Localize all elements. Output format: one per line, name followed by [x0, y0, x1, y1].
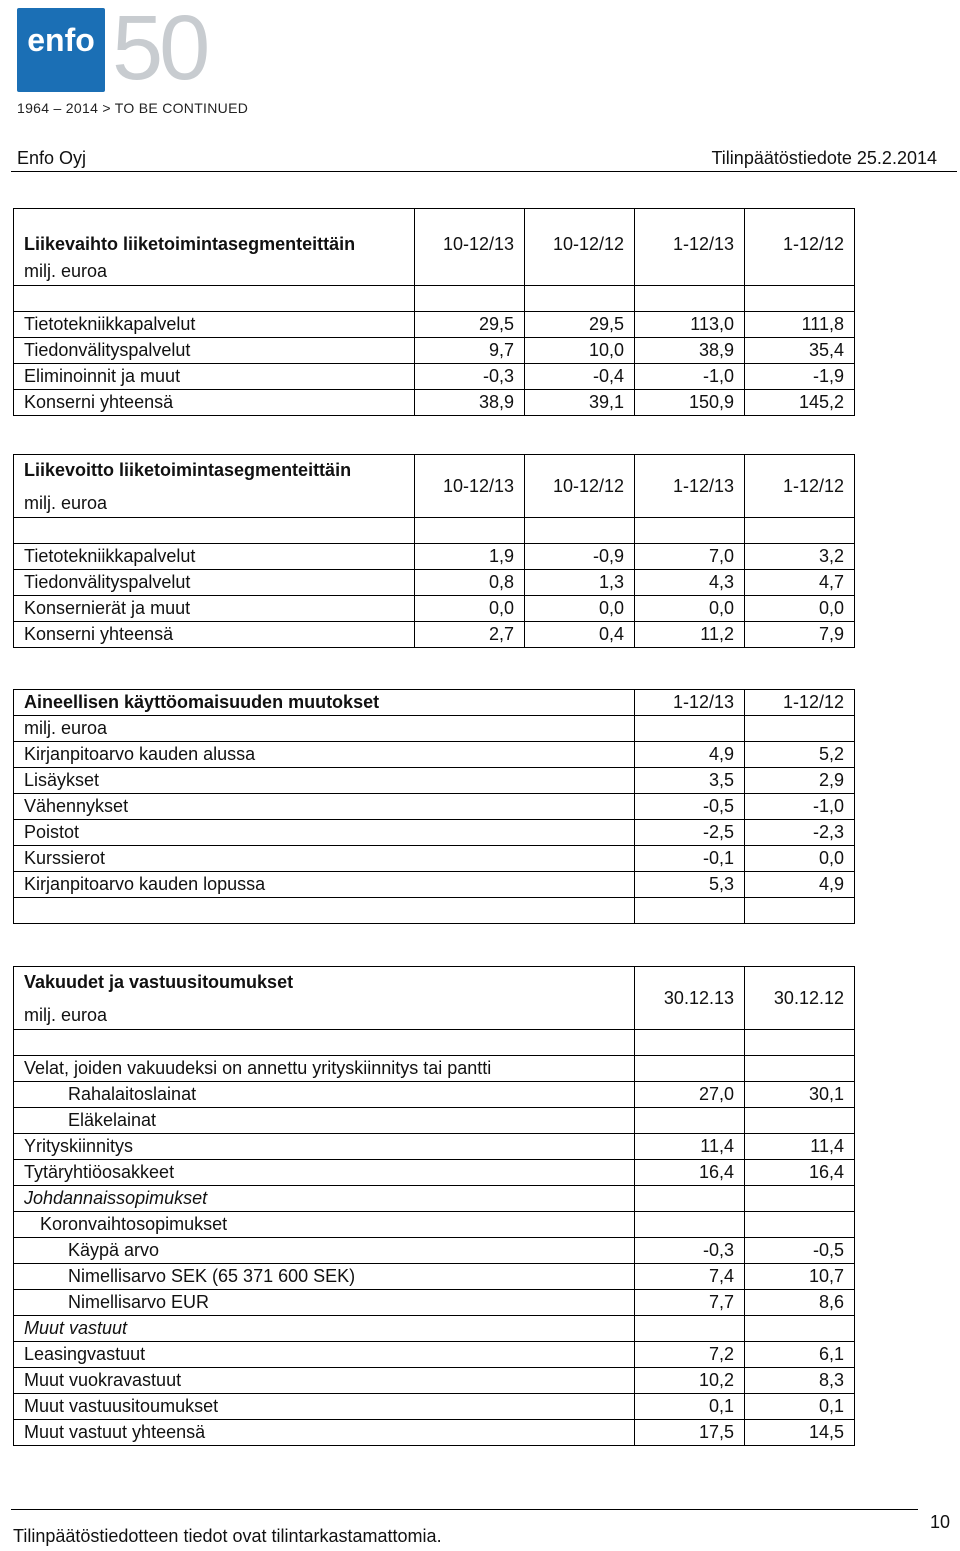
cell-value: 145,2: [745, 390, 855, 416]
cell-value: [635, 1316, 745, 1342]
cell-value: [635, 1186, 745, 1212]
row-label: Muut vastuut: [14, 1316, 635, 1342]
cell-value: 29,5: [415, 312, 525, 338]
cell-value: 7,9: [745, 622, 855, 648]
cell-value: 38,9: [635, 338, 745, 364]
cell-value: 17,5: [635, 1420, 745, 1446]
cell-value: 3,2: [745, 544, 855, 570]
footer-divider: [11, 1509, 918, 1510]
cell-value: 8,3: [745, 1368, 855, 1394]
cell-value: -1,9: [745, 364, 855, 390]
row-label: Muut vastuusitoumukset: [14, 1394, 635, 1420]
table-row: [14, 1160, 855, 1186]
table-title-cell: [14, 967, 635, 1030]
row-label: Eliminoinnit ja muut: [14, 364, 415, 390]
cell-value: 10,0: [525, 338, 635, 364]
cell-value: -1,0: [635, 364, 745, 390]
cell-value: 27,0: [635, 1082, 745, 1108]
operating-profit-by-segment-table: [13, 454, 855, 648]
unit-row: [14, 716, 855, 742]
row-label: Konserni yhteensä: [14, 390, 415, 416]
table-row: [14, 1316, 855, 1342]
cell-value: 5,2: [745, 742, 855, 768]
column-header: 1-12/13: [635, 455, 745, 518]
cell-value: 0,0: [415, 596, 525, 622]
cell-value: -0,1: [635, 846, 745, 872]
row-label: Lisäykset: [14, 768, 635, 794]
collateral-and-commitments-table: [13, 966, 855, 1446]
table-row: [14, 1342, 855, 1368]
row-label: Velat, joiden vakuudeksi on annettu yrityskiinnitys tai pantti: [14, 1056, 635, 1082]
table-row: [14, 312, 855, 338]
cell-value: 2,7: [415, 622, 525, 648]
table-title: Vakuudet ja vastuusitoumukset: [24, 972, 294, 992]
row-label: Rahalaitoslainat: [14, 1082, 635, 1108]
table-row: [14, 846, 855, 872]
table-row: [14, 872, 855, 898]
cell-value: 10,7: [745, 1264, 855, 1290]
cell-value: 11,4: [635, 1134, 745, 1160]
row-label: Tietotekniikkapalvelut: [14, 544, 415, 570]
column-header: 1-12/12: [745, 690, 855, 716]
revenue-by-segment-table: [13, 208, 855, 416]
cell-value: 1,9: [415, 544, 525, 570]
cell-value: 4,9: [745, 872, 855, 898]
logo-tagline: 1964 – 2014 > TO BE CONTINUED: [17, 100, 249, 116]
column-header: 1-12/12: [745, 209, 855, 286]
row-label: Leasingvastuut: [14, 1342, 635, 1368]
cell-value: 9,7: [415, 338, 525, 364]
cell-value: [745, 1316, 855, 1342]
table-unit: milj. euroa: [24, 493, 108, 513]
table-unit: milj. euroa: [14, 716, 635, 742]
tangible-assets-changes-table: [13, 689, 855, 924]
logo-text: enfo: [27, 22, 95, 58]
header-divider: [11, 171, 957, 172]
table-row: [14, 1212, 855, 1238]
table-title-cell: [14, 455, 415, 518]
row-label: Käypä arvo: [14, 1238, 635, 1264]
column-header: 1-12/13: [635, 690, 745, 716]
row-label: Vähennykset: [14, 794, 635, 820]
table-unit: milj. euroa: [24, 261, 108, 281]
row-label: Nimellisarvo EUR: [14, 1290, 635, 1316]
table-row: [14, 742, 855, 768]
document-title: Tilinpäätöstiedote 25.2.2014: [711, 148, 937, 168]
row-label: Kurssierot: [14, 846, 635, 872]
table-title: Liikevoitto liiketoimintasegmenteittäin: [24, 460, 352, 480]
cell-value: 7,0: [635, 544, 745, 570]
column-header: 10-12/12: [525, 455, 635, 518]
cell-value: 7,2: [635, 1342, 745, 1368]
anniversary-number: 50: [112, 0, 207, 99]
row-label: Koronvaihtosopimukset: [14, 1212, 635, 1238]
spacer-row: [14, 1030, 855, 1056]
column-header: 1-12/12: [745, 455, 855, 518]
row-label: Muut vuokravastuut: [14, 1368, 635, 1394]
table-row: [14, 768, 855, 794]
cell-value: 6,1: [745, 1342, 855, 1368]
cell-value: 7,7: [635, 1290, 745, 1316]
cell-value: -0,3: [415, 364, 525, 390]
cell-value: [745, 1212, 855, 1238]
cell-value: 5,3: [635, 872, 745, 898]
cell-value: 150,9: [635, 390, 745, 416]
column-header: 10-12/13: [415, 455, 525, 518]
cell-value: 3,5: [635, 768, 745, 794]
cell-value: 38,9: [415, 390, 525, 416]
row-label: Poistot: [14, 820, 635, 846]
row-label: Tiedonvälityspalvelut: [14, 570, 415, 596]
row-label: Nimellisarvo SEK (65 371 600 SEK): [14, 1264, 635, 1290]
cell-value: 14,5: [745, 1420, 855, 1446]
company-name: Enfo Oyj: [17, 148, 87, 168]
cell-value: [745, 1108, 855, 1134]
table-row: [14, 622, 855, 648]
table-row: [14, 1420, 855, 1446]
cell-value: [745, 1186, 855, 1212]
table-row: [14, 1186, 855, 1212]
cell-value: 2,9: [745, 768, 855, 794]
cell-value: 4,7: [745, 570, 855, 596]
row-label: Konserni yhteensä: [14, 622, 415, 648]
table-title: Aineellisen käyttöomaisuuden muutokset: [14, 690, 635, 716]
cell-value: -2,3: [745, 820, 855, 846]
cell-value: 16,4: [635, 1160, 745, 1186]
table-row: [14, 820, 855, 846]
column-header: 30.12.13: [635, 967, 745, 1030]
cell-value: 0,1: [745, 1394, 855, 1420]
cell-value: -1,0: [745, 794, 855, 820]
row-label: Eläkelainat: [14, 1108, 635, 1134]
table-row: [14, 794, 855, 820]
cell-value: -0,4: [525, 364, 635, 390]
cell-value: 4,3: [635, 570, 745, 596]
table-row: [14, 1082, 855, 1108]
column-header: 10-12/12: [525, 209, 635, 286]
table-row: [14, 390, 855, 416]
cell-value: 0,1: [635, 1394, 745, 1420]
row-label: Yrityskiinnitys: [14, 1134, 635, 1160]
cell-value: 39,1: [525, 390, 635, 416]
cell-value: 0,0: [525, 596, 635, 622]
cell-value: 0,0: [635, 596, 745, 622]
spacer-row: [14, 286, 855, 312]
table-row: [14, 1056, 855, 1082]
row-label: Kirjanpitoarvo kauden lopussa: [14, 872, 635, 898]
cell-value: -0,9: [525, 544, 635, 570]
cell-value: 0,0: [745, 846, 855, 872]
spacer-row: [14, 518, 855, 544]
row-label: Tietotekniikkapalvelut: [14, 312, 415, 338]
table-title: Liikevaihto liiketoimintasegmenteittäin: [24, 234, 356, 254]
table-row: [14, 570, 855, 596]
row-label: Konsernierät ja muut: [14, 596, 415, 622]
cell-value: [635, 1108, 745, 1134]
cell-value: -0,3: [635, 1238, 745, 1264]
column-header: 30.12.12: [745, 967, 855, 1030]
row-label: Tiedonvälityspalvelut: [14, 338, 415, 364]
cell-value: 0,4: [525, 622, 635, 648]
cell-value: 111,8: [745, 312, 855, 338]
cell-value: [745, 1056, 855, 1082]
column-header: 10-12/13: [415, 209, 525, 286]
cell-value: 11,2: [635, 622, 745, 648]
cell-value: 10,2: [635, 1368, 745, 1394]
cell-value: 7,4: [635, 1264, 745, 1290]
cell-value: -0,5: [745, 1238, 855, 1264]
row-label: Tytäryhtiöosakkeet: [14, 1160, 635, 1186]
table-header-row: [14, 690, 855, 716]
cell-value: 29,5: [525, 312, 635, 338]
row-label: Kirjanpitoarvo kauden alussa: [14, 742, 635, 768]
cell-value: 16,4: [745, 1160, 855, 1186]
column-header: 1-12/13: [635, 209, 745, 286]
table-row: [14, 1238, 855, 1264]
table-row: [14, 1264, 855, 1290]
cell-value: 1,3: [525, 570, 635, 596]
cell-value: 11,4: [745, 1134, 855, 1160]
cell-value: 113,0: [635, 312, 745, 338]
cell-value: 0,8: [415, 570, 525, 596]
table-row: [14, 1134, 855, 1160]
cell-value: -2,5: [635, 820, 745, 846]
table-unit: milj. euroa: [24, 1005, 108, 1025]
table-row: [14, 1290, 855, 1316]
table-title-cell: [14, 209, 415, 286]
row-label: Johdannaissopimukset: [14, 1186, 635, 1212]
table-row: [14, 338, 855, 364]
cell-value: -0,5: [635, 794, 745, 820]
cell-value: 8,6: [745, 1290, 855, 1316]
table-row: [14, 544, 855, 570]
cell-value: 4,9: [635, 742, 745, 768]
cell-value: [635, 1212, 745, 1238]
cell-value: [635, 1056, 745, 1082]
cell-value: 30,1: [745, 1082, 855, 1108]
table-row: [14, 1368, 855, 1394]
cell-value: 35,4: [745, 338, 855, 364]
table-row: [14, 596, 855, 622]
page-number: 10: [930, 1512, 951, 1532]
row-label: Muut vastuut yhteensä: [14, 1420, 635, 1446]
footer-note: Tilinpäätöstiedotteen tiedot ovat tilintarkastamattomia.: [13, 1526, 442, 1546]
table-row: [14, 1108, 855, 1134]
table-row: [14, 1394, 855, 1420]
spacer-row: [14, 898, 855, 924]
table-row: [14, 364, 855, 390]
cell-value: 0,0: [745, 596, 855, 622]
